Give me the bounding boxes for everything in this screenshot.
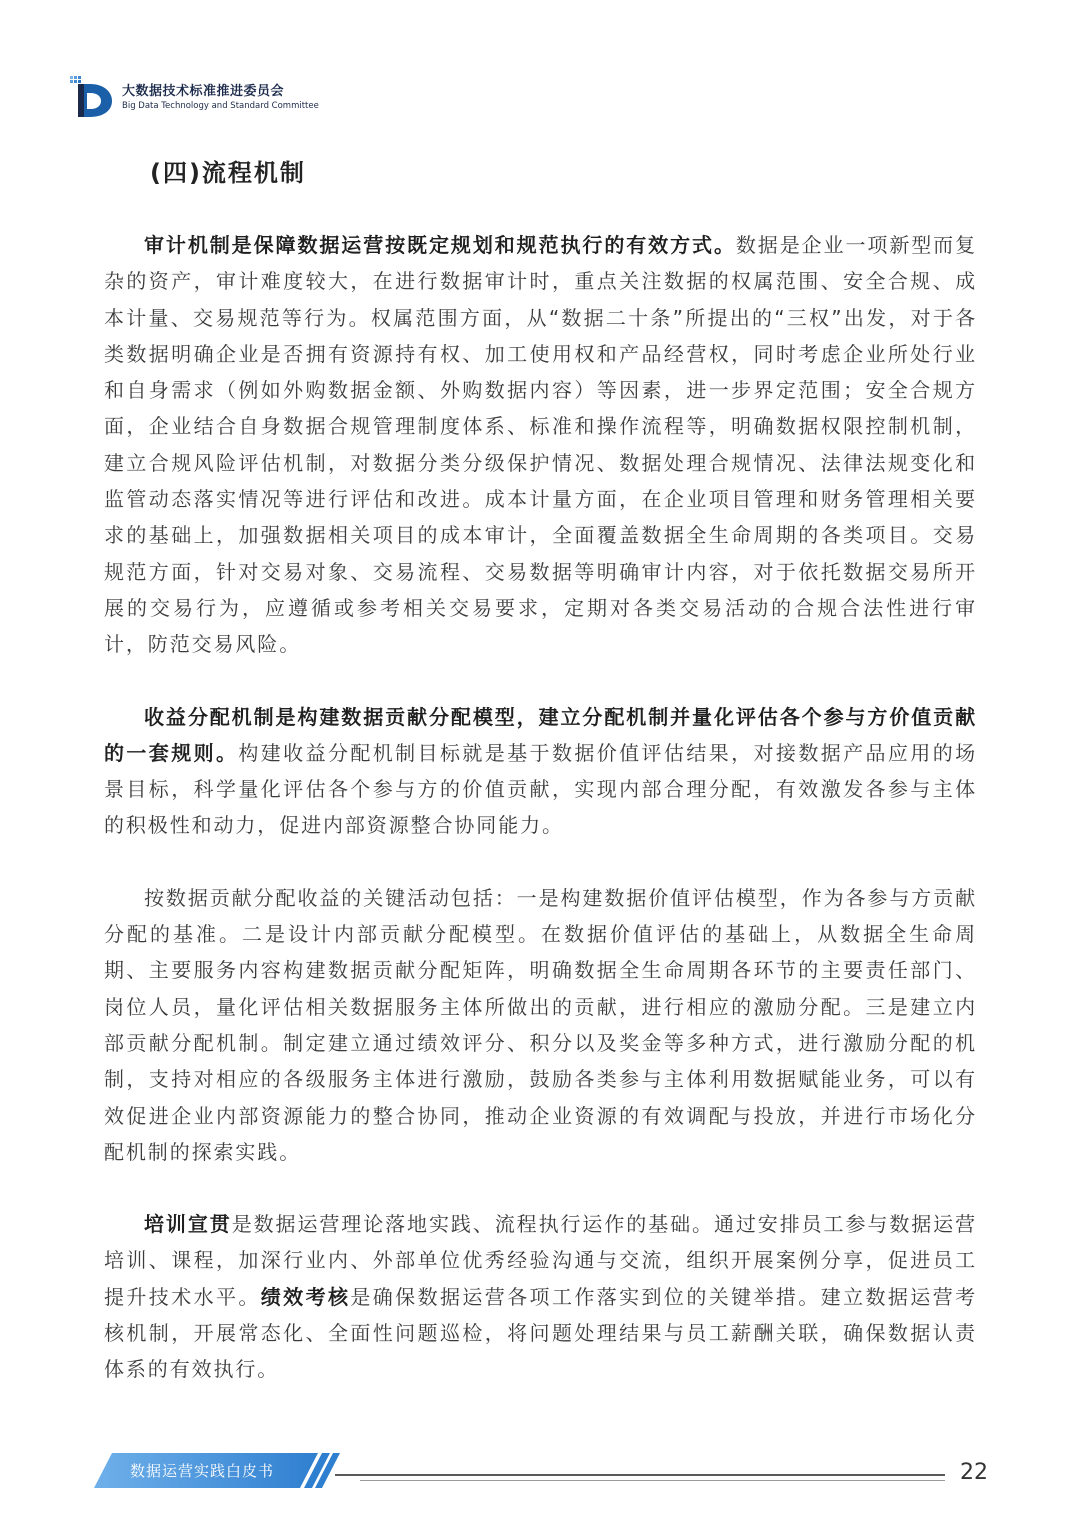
paragraph-revenue-distribution [104,699,977,844]
page-number: 22 [960,1460,988,1485]
paragraph-revenue-distribution-lead: 收益分配机制是构建数据贡献分配模型，建立分配机制并量化评估各个参与方价值贡献的一套规则。 [104,704,977,765]
paragraph-revenue-distribution-text: 构建收益分配机制目标就是基于数据价值评估结果，对接数据产品应用的场景目标，科学量化评估各个参与方的价值贡献，实现内部合理分配，有效激发各参与主体的积极性和动力，促进内部资源整合协同能力。 [104,740,977,838]
paragraph-training-text: 是数据运营理论落地实践、流程执行运作的基础。通过安排员工参与数据运营培训、课程，加深行业内、外部单位优秀经验沟通与交流，组织开展案例分享，促进员工提升技术水平。 [104,1212,977,1309]
paragraph-key-activities-text: 按数据贡献分配收益的关键活动包括：一是构建数据价值评估模型，作为各参与方贡献分配的基准。二是设计内部贡献分配模型。在数据价值评估的基础上，从数据全生命周期、主要服务内容构建数据贡献分配矩阵，明确数据全生命周期各环节的主要责任部门、岗位人员，量化评估相关数据服务主体所做出的贡献，进行相应的激励分配。三是建立内部贡献分配机制。制定建立通过绩效评分、积分以及奖金等多种方式，进行激励分配的机制，支持对相应的各级服务主体进行激励，鼓励各类参与主体利用数据赋能业务，可以有效促进企业内部资源能力的整合协同，推动企业资源的有效调配与投放，并进行市场化分配机制的探索实践。 [104,885,977,1164]
footer-divider [335,1474,945,1476]
footer-document-title: 数据运营实践白皮书 [130,1462,275,1480]
paragraph-training-assessment [104,1206,977,1387]
paragraph-assessment-lead: 绩效考核 [260,1284,351,1309]
org-name-cn: 大数据技术标准推进委员会 [122,83,285,99]
page-header [70,70,319,120]
paragraph-audit-lead: 审计机制是保障数据运营按既定规划和规范执行的有效方式。 [144,233,736,257]
org-name [122,80,319,111]
footer-divider-thin [360,1480,945,1481]
paragraph-audit [104,227,977,663]
document-body [104,227,977,1424]
big-data-d-logo-icon [70,72,114,118]
section-title: (四)流程机制 [150,159,306,187]
org-name-en: Big Data Technology and Standard Committee [122,100,319,111]
paragraph-key-activities [104,880,977,1170]
paragraph-training-lead: 培训宣贯 [144,1212,232,1237]
paragraph-assessment-text: 是确保数据运营各项工作落实到位的关键举措。建立数据运营考核机制，开展常态化、全面性问题巡检，将问题处理结果与员工薪酬关联，确保数据认责体系的有效执行。 [104,1284,977,1382]
paragraph-audit-text: 数据是企业一项新型而复杂的资产，审计难度较大，在进行数据审计时，重点关注数据的权属范围、安全合规、成本计量、交易规范等行为。权属范围方面，从“数据二十条”所提出的“三权”出发，对于各类数据明确企业是否拥有资源持有权、加工使用权和产品经营权，同时考虑企业所处行业和自身需求（例如外购数据金额、外购数据内容）等因素，进一步界定范围；安全合规方面，企业结合自身数据合规管理制度体系、标准和操作流程等，明确数据权限控制机制，建立合规风险评估机制，对数据分类分级保护情况、数据处理合规情况、法律法规变化和监管动态落实情况等进行评估和改进。成本计量方面，在企业项目管理和财务管理相关要求的基础上，加强数据相关项目的成本审计，全面覆盖数据全生命周期的各类项目。交易规范方面，针对交易对象、交易流程、交易数据等明确审计内容，对于依托数据交易所开展的交易行为，应遵循或参考相关交易要求，定期对各类交易活动的合规合法性进行审计，防范交易风险。 [104,233,977,657]
